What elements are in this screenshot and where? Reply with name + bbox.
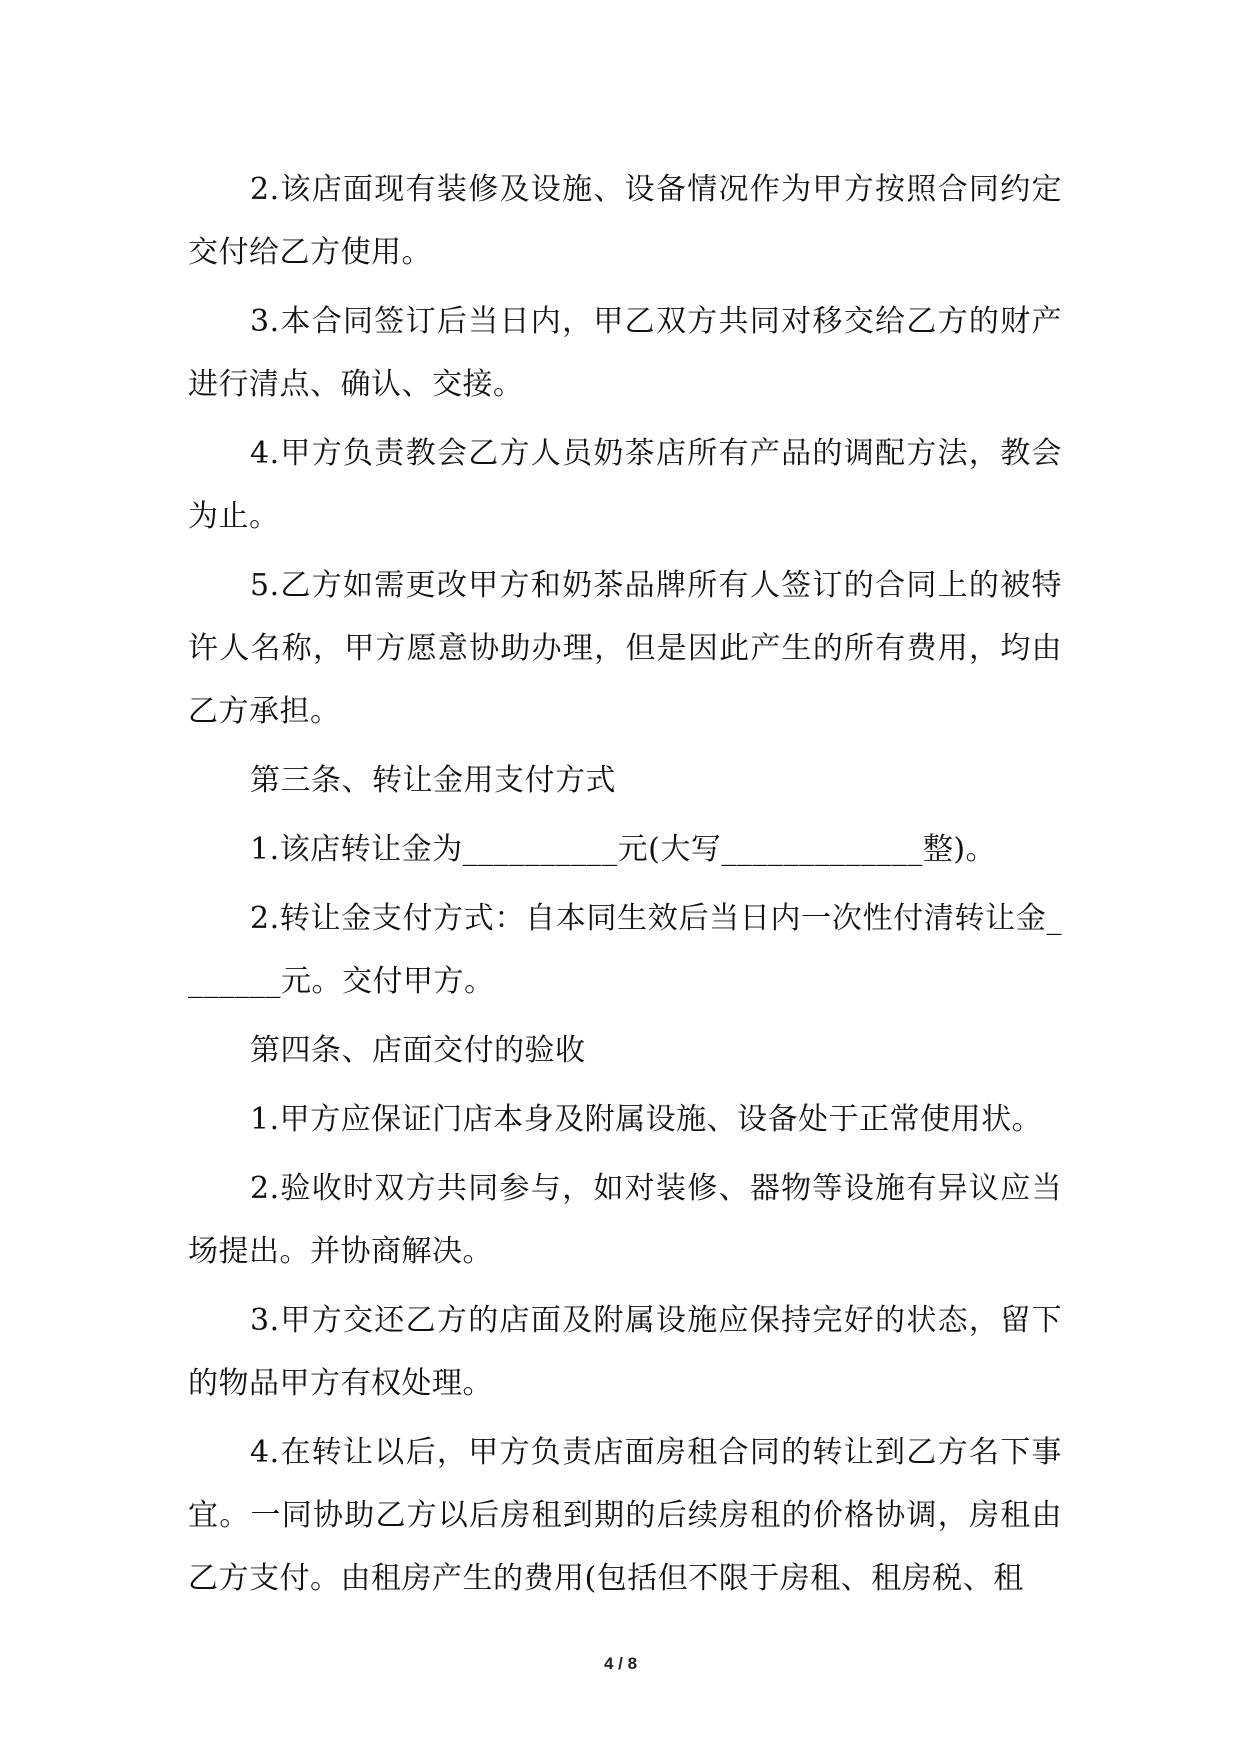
document-body — [188, 158, 1062, 1616]
article-3-heading: 第三条、转让金用支付方式 — [250, 763, 616, 798]
article-4-clause-3-return-condition: 3.甲方交还乙方的店面及附属设施应保持完好的状态，留下的物品甲方有权处理。 — [188, 1303, 1062, 1401]
clause-3-property-inventory: 3.本合同签订后当日内，甲乙双方共同对移交给乙方的财产进行清点、确认、交接。 — [188, 304, 1062, 402]
article-4-clause-4-lease-transfer: 4.在转让以后，甲方负责店面房租合同的转让到乙方名下事宜。一同协助乙方以后房租到期的后续房租的价格协调，房租由乙方支付。由租房产生的费用(包括但不限于房租、租房税、租 — [188, 1435, 1062, 1596]
clause-2-renovation-handover: 2.该店面现有装修及设施、设备情况作为甲方按照合同约定交付给乙方使用。 — [188, 172, 1062, 270]
article-4-clause-2-joint-inspection: 2.验收时双方共同参与，如对装修、器物等设施有异议应当场提出。并协商解决。 — [188, 1171, 1062, 1269]
clause-4-product-training: 4.甲方负责教会乙方人员奶茶店所有产品的调配方法，教会为止。 — [188, 436, 1062, 534]
article-4-clause-1-facilities-condition: 1.甲方应保证门店本身及附属设施、设备处于正常使用状。 — [250, 1102, 1043, 1137]
article-3-clause-2-payment-method: 2.转让金支付方式：自本同生效后当日内一次性付清转让金_______元。交付甲方。 — [188, 901, 1062, 999]
article-3-clause-1-transfer-fee: 1.该店转让金为__________元(大写_____________整)。 — [250, 832, 997, 867]
article-4-heading: 第四条、店面交付的验收 — [250, 1033, 586, 1068]
page-number: 4 / 8 — [603, 1654, 638, 1673]
clause-5-franchise-name-change: 5.乙方如需更改甲方和奶茶品牌所有人签订的合同上的被特许人名称，甲方愿意协助办理，但是因此产生的所有费用，均由乙方承担。 — [188, 568, 1062, 729]
